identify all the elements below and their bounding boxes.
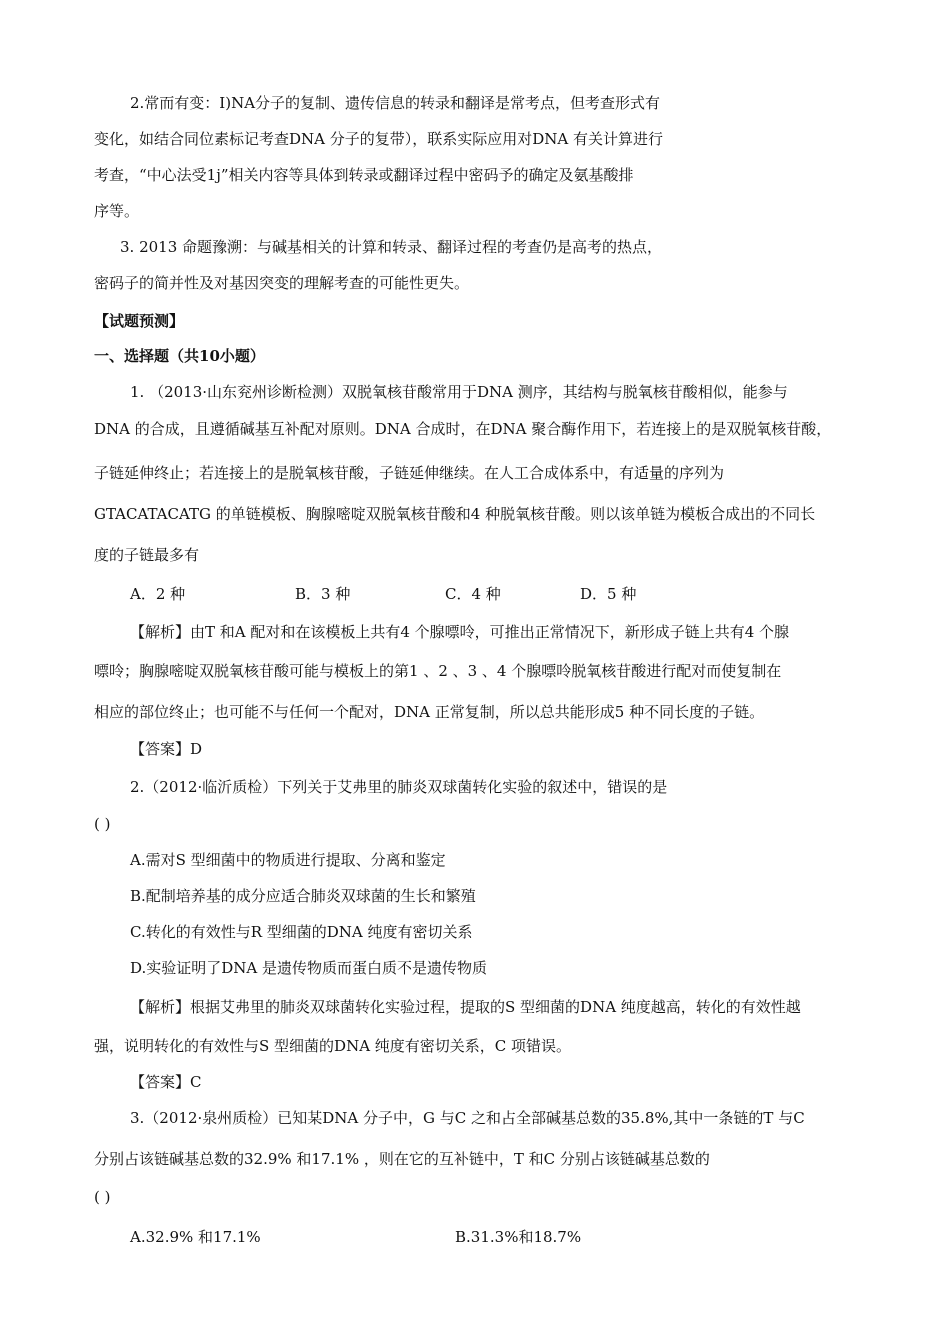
q2-option-c: C.转化的有效性与R 型细菌的DNA 纯度有密切关系 (130, 923, 473, 941)
intro-p2-line-2: 变化，如结合同位素标记考查DNA 分子的复带），联系实际应用对DNA 有关计算进行 (94, 130, 664, 148)
q1-answer: 【答案】D (130, 740, 203, 758)
q1-option-c: C．4 种 (445, 585, 501, 603)
q3-line-2: 分别占该链碱基总数的32.9% 和17.1% ，则在它的互补链中，T 和C 分别占该链碱基总数的 (94, 1150, 710, 1168)
q2-answer: 【答案】C (130, 1073, 202, 1091)
q1-option-b: B．3 种 (295, 585, 351, 603)
q3-paren: ( ) (94, 1188, 111, 1206)
q2-analysis-line-1: 【解析】根据艾弗里的肺炎双球菌转化实验过程，提取的S 型细菌的DNA 纯度越高，转化的有效性越 (130, 998, 801, 1016)
q1-analysis-line-3: 相应的部位终止；也可能不与任何一个配对，DNA 正常复制，所以总共能形成5 种不同长度的子链。 (94, 703, 765, 721)
q3-option-a: A.32.9% 和17.1% (130, 1228, 261, 1246)
q3-line-1: 3.（2012·泉州质检）已知某DNA 分子中，G 与C 之和占全部碱基总数的35.8%,其中一条链的T 与C (130, 1109, 805, 1127)
q1-line-1: 1. （2013·山东兖州诊断检测）双脱氧核苷酸常用于DNA 测序，其结构与脱氧核苷酸相似，能参与 (130, 383, 788, 401)
q1-option-d: D．5 种 (580, 585, 637, 603)
intro-p3-line-2: 密码子的简并性及对基因突变的理解考查的可能性更失。 (94, 274, 470, 292)
q1-line-5: 度的子链最多有 (94, 546, 200, 564)
subsection-title: 一、选择题（共10小题） (94, 347, 265, 365)
q2-option-d: D.实验证明了DNA 是遗传物质而蛋白质不是遗传物质 (130, 959, 488, 977)
intro-p2-line-1: 2.常而有变：I)NA分子的复制、遗传信息的转录和翻译是常考点，但考查形式有 (130, 94, 661, 112)
q1-analysis-line-1: 【解析】由T 和A 配对和在该模板上共有4 个腺嘌呤，可推出正常情况下，新形成子链上共有4 个腺 (130, 623, 790, 641)
q1-option-a: A．2 种 (130, 585, 186, 603)
q1-line-3: 子链延伸终止；若连接上的是脱氧核苷酸，子链延伸继续。在人工合成体系中，有适量的序列为 (94, 464, 725, 482)
q1-line-4: GTACATACATG 的单链模板、胸腺嘧啶双脱氧核苷酸和4 种脱氧核苷酸。则以该单链为模板合成出的不同长 (94, 505, 816, 523)
intro-p2-line-4: 序等。 (94, 202, 140, 220)
q2-analysis-line-2: 强，说明转化的有效性与S 型细菌的DNA 纯度有密切关系，C 项错误。 (94, 1037, 572, 1055)
intro-p3-line-1: 3. 2013 命题豫溯：与碱基相关的计算和转录、翻译过程的考查仍是高考的热点， (120, 238, 663, 256)
q2-stem: 2.（2012·临沂质检）下列关于艾弗里的肺炎双球菌转化实验的叙述中，错误的是 (130, 778, 668, 796)
q1-line-2: DNA 的合成，且遵循碱基互补配对原则。DNA 合成时，在DNA 聚合酶作用下，若连接上的是双脱氧核苷酸， (94, 420, 832, 438)
q3-option-b: B.31.3%和18.7% (455, 1228, 582, 1246)
q2-option-b: B.配制培养基的成分应适合肺炎双球菌的生长和繁殖 (130, 887, 476, 905)
section-title: 【试题预测】 (94, 312, 185, 330)
q2-paren: ( ) (94, 815, 111, 833)
intro-p2-line-3: 考查，“中心法受1j”相关内容等具体到转录或翻译过程中密码予的确定及氨基酸排 (94, 166, 634, 184)
q1-analysis-line-2: 嘌呤；胸腺嘧啶双脱氧核苷酸可能与模板上的第1 、2 、3 、4 个腺嘌呤脱氧核苷酸进行配对而使复制在 (94, 662, 782, 680)
q2-option-a: A.需对S 型细菌中的物质进行提取、分离和鉴定 (130, 851, 446, 869)
